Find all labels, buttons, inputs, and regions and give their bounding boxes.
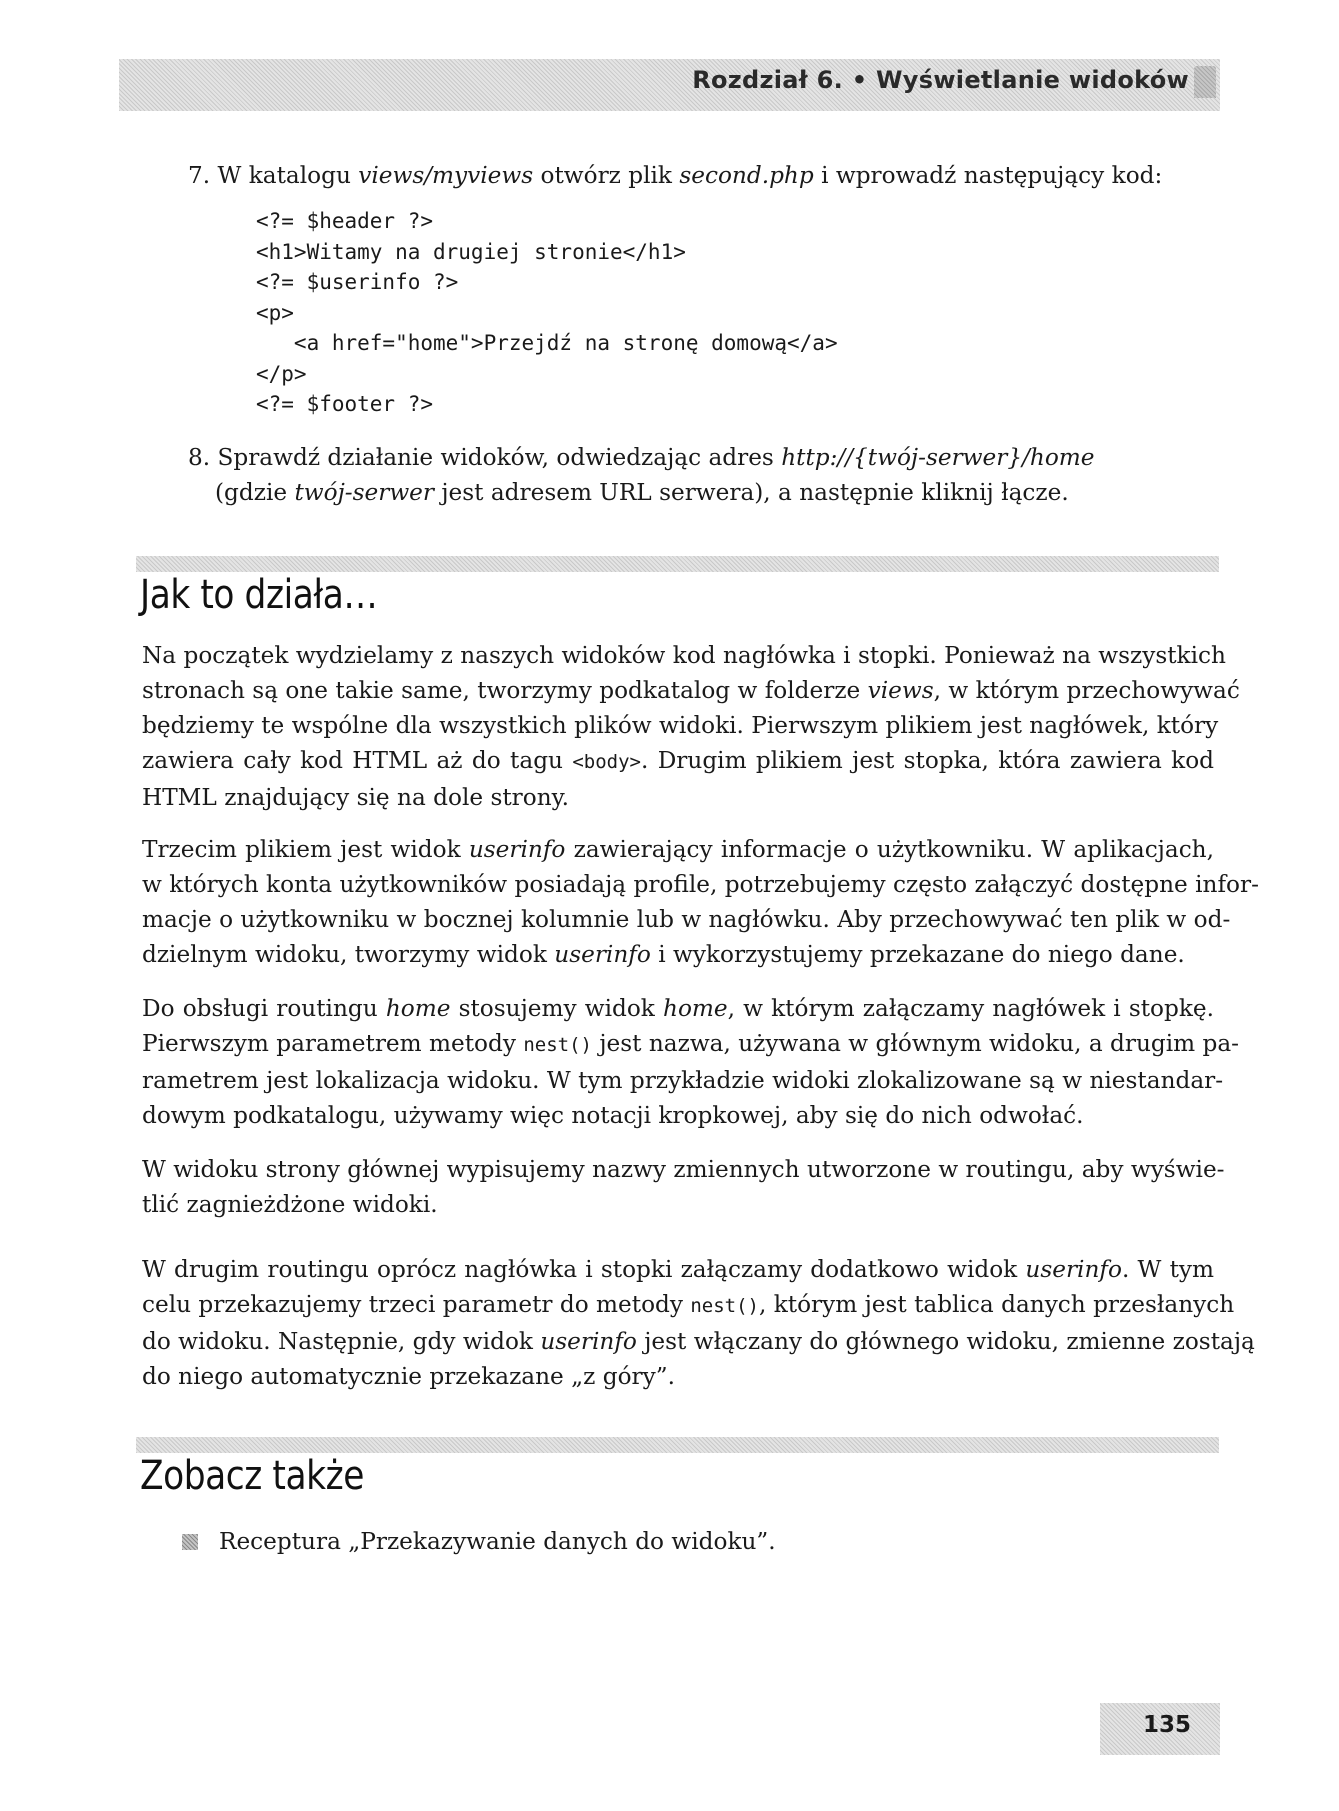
- step-8: 8. Sprawdź działanie widoków, odwiedzając adres http://{twój-serwer}/home (gdzie twój-serwer jest adresem URL serwera), a następnie kliknij łącze.: [188, 444, 1095, 506]
- url: http://{twój-serwer}/home: [781, 444, 1095, 471]
- code-line: <a href="home">Przejdź na stronę domową</a>: [256, 331, 838, 355]
- paragraph-3: Do obsługi routingu home stosujemy widok home, w którym załączamy nagłówek i stopkę. Pierwszym parametrem metody nest() jest nazwa, używana w głównym widoku, a drugim pa- rametrem jest lokalizacja widoku. W tym przykładzie widoki zlokalizowane są w niestandar- dowym podkatalogu, używamy więc notacji kropkowej, aby się do nich odwołać.: [142, 995, 1240, 1129]
- section-title: Zobacz także: [140, 1453, 364, 1499]
- step-7: 7. W katalogu views/myviews otwórz plik second.php i wprowadź następujący kod:: [188, 162, 1163, 189]
- path: views/myviews: [358, 162, 534, 189]
- section-divider: [136, 1437, 1219, 1453]
- section-title: Jak to działa…: [140, 572, 378, 618]
- header-tab-marker: [1194, 66, 1216, 98]
- see-also-item: Receptura „Przekazywanie danych do widoku”.: [219, 1528, 776, 1555]
- code-line: <h1>Witamy na drugiej stronie</h1>: [256, 239, 686, 264]
- code-line: <?= $footer ?>: [256, 392, 434, 416]
- step-number: 7.: [188, 162, 211, 189]
- code-line: <?= $userinfo ?>: [256, 270, 459, 294]
- paragraph-1: Na początek wydzielamy z naszych widoków kod nagłówka i stopki. Ponieważ na wszystkich stronach są one takie same, tworzymy podkatalog w folderze views, w którym przechowywać będziemy te wspólne dla wszystkich plików widoki. Pierwszym plikiem jest nagłówek, który zawiera cały kod HTML aż do tagu <body>. Drugim plikiem jest stopka, która zawiera kod HTML znajdujący się na dole strony.: [142, 642, 1240, 811]
- paragraph-4: W widoku strony głównej wypisujemy nazwy zmiennych utworzone w routingu, aby wyświe- tlić zagnieżdżone widoki.: [142, 1156, 1225, 1218]
- page-number: 135: [1143, 1712, 1192, 1738]
- bullet-square-icon: [182, 1534, 198, 1550]
- paragraph-2: Trzecim plikiem jest widok userinfo zawierający informacje o użytkowniku. W aplikacjach, w których konta użytkowników posiadają profile, potrzebujemy często załączyć dostępne infor- macje o użytkowniku w bocznej kolumnie lub w nagłówku. Aby przechowywać ten plik w od- dzielnym widoku, tworzymy widok userinfo i wykorzystujemy przekazane do niego dane.: [142, 836, 1259, 968]
- section-divider: [136, 556, 1219, 572]
- paragraph-5: W drugim routingu oprócz nagłówka i stopki załączamy dodatkowo widok userinfo. W tym celu przekazujemy trzeci parametr do metody nest(), którym jest tablica danych przesłanych do widoku. Następnie, gdy widok userinfo jest włączany do głównego widoku, zmienne zostają do niego automatycznie przekazane „z góry”.: [142, 1256, 1255, 1390]
- code-block: [256, 206, 838, 420]
- step-number: 8.: [188, 444, 211, 471]
- code-line: <p>: [256, 300, 294, 325]
- code-line: <?= $header ?>: [256, 209, 434, 233]
- filename: second.php: [679, 162, 814, 189]
- code-line: </p>: [256, 361, 307, 386]
- running-header: Rozdział 6. • Wyświetlanie widoków: [692, 66, 1189, 94]
